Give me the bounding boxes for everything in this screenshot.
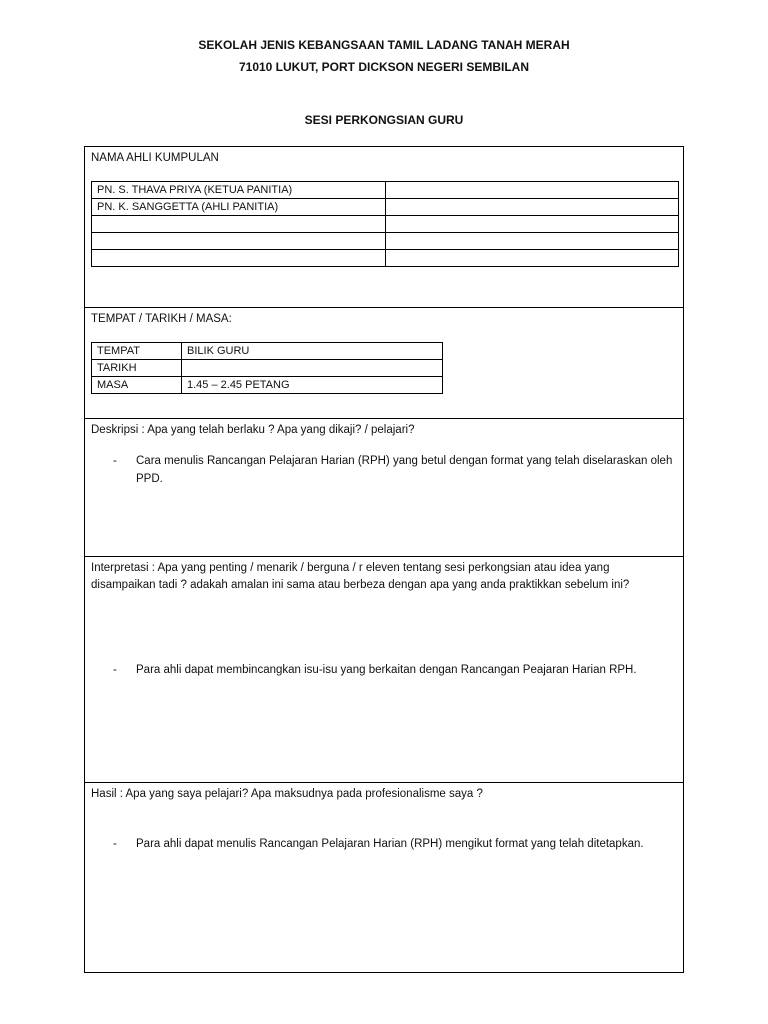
member-name-cell [92, 216, 386, 233]
table-row [92, 377, 443, 394]
venue-value-cell: BILIK GURU [182, 343, 443, 360]
result-question: Hasil : Apa yang saya pelajari? Apa maksudnya pada profesionalisme saya ? [91, 788, 483, 800]
member-name-cell: PN. K. SANGGETTA (AHLI PANITIA) [92, 199, 386, 216]
description-section [85, 419, 683, 557]
interpretation-bullet [113, 661, 677, 679]
table-row [92, 343, 443, 360]
bullet-dash: - [113, 455, 117, 467]
form-box [84, 146, 684, 973]
member-extra-cell [386, 216, 679, 233]
venue-key-cell: TARIKH [92, 360, 182, 377]
table-row [92, 360, 443, 377]
bullet-dash: - [113, 664, 117, 676]
description-bullet [113, 452, 677, 488]
result-bullet [113, 835, 677, 853]
interpretation-answer: Para ahli dapat membincangkan isu-isu yang berkaitan dengan Rancangan Peajaran Harian RPH. [136, 664, 637, 676]
venue-label: TEMPAT / TARIKH / MASA: [91, 313, 232, 325]
bullet-dash: - [113, 838, 117, 850]
table-row [92, 233, 679, 250]
venue-key-cell: MASA [92, 377, 182, 394]
venue-table [91, 342, 443, 394]
member-name-cell: PN. S. THAVA PRIYA (KETUA PANITIA) [92, 182, 386, 199]
member-extra-cell [386, 182, 679, 199]
result-answer: Para ahli dapat menulis Rancangan Pelajaran Harian (RPH) mengikut format yang telah ditetapkan. [136, 838, 644, 850]
members-table [91, 181, 679, 267]
table-row [92, 182, 679, 199]
interpretation-question: Interpretasi : Apa yang penting / menarik / berguna / r eleven tentang sesi perkongsian atau idea yang disampaikan tadi ? adakah amalan ini sama atau berbeza dengan apa yang anda praktikkan sebelum ini? [91, 562, 630, 591]
form-title: SESI PERKONGSIAN GURU [304, 113, 464, 127]
description-question: Deskripsi : Apa yang telah berlaku ? Apa yang dikaji? / pelajari? [91, 424, 415, 436]
member-name-cell [92, 233, 386, 250]
venue-value-cell: 1.45 – 2.45 PETANG [182, 377, 443, 394]
members-label: NAMA AHLI KUMPULAN [91, 152, 219, 164]
description-answer: Cara menulis Rancangan Pelajaran Harian (RPH) yang betul dengan format yang telah diselaraskan oleh PPD. [136, 455, 673, 485]
member-name-cell [92, 250, 386, 267]
member-extra-cell [386, 250, 679, 267]
venue-section [85, 308, 683, 419]
member-extra-cell [386, 233, 679, 250]
interpretation-section [85, 557, 683, 783]
members-section [85, 147, 683, 308]
table-row [92, 250, 679, 267]
school-name: SEKOLAH JENIS KEBANGSAAN TAMIL LADANG TANAH MERAH [198, 38, 570, 52]
venue-key-cell: TEMPAT [92, 343, 182, 360]
table-row [92, 216, 679, 233]
venue-value-cell [182, 360, 443, 377]
school-address: 71010 LUKUT, PORT DICKSON NEGERI SEMBILAN [238, 60, 530, 74]
table-row [92, 199, 679, 216]
member-extra-cell [386, 199, 679, 216]
result-section [85, 783, 683, 972]
